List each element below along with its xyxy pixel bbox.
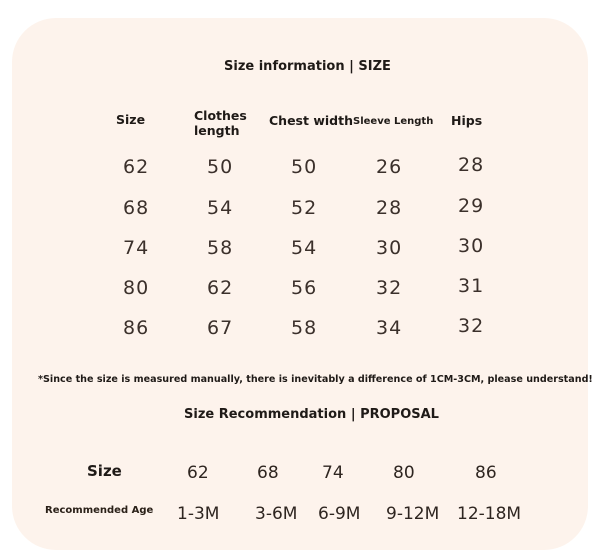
- rec-age-9-12m: 9-12M: [386, 504, 440, 524]
- row-3-sleeve: 30: [376, 237, 403, 259]
- row-2-size: 68: [123, 197, 150, 219]
- row-3-chest: 54: [291, 237, 318, 259]
- header-sleeve-length: Sleeve Length: [353, 116, 434, 127]
- row-2-hips: 29: [458, 195, 485, 217]
- rec-size-62: 62: [187, 463, 209, 483]
- rec-size-label: Size: [87, 462, 122, 480]
- header-hips: Hips: [451, 113, 483, 128]
- row-1-sleeve: 26: [376, 156, 403, 178]
- rec-size-86: 86: [475, 463, 497, 483]
- measurement-note: *Since the size is measured manually, there is inevitably a difference of 1CM-3CM, please understand!: [38, 374, 593, 385]
- row-5-size: 86: [123, 317, 150, 339]
- rec-age-6-9m: 6-9M: [318, 504, 361, 524]
- rec-age-label: Recommended Age: [45, 505, 154, 516]
- row-3-size: 74: [123, 237, 150, 259]
- recommendation-title: Size Recommendation | PROPOSAL: [184, 407, 439, 422]
- header-chest-width: Chest width: [269, 113, 353, 128]
- row-4-hips: 31: [458, 275, 485, 297]
- row-3-hips: 30: [458, 235, 485, 257]
- size-info-title: Size information | SIZE: [224, 59, 391, 74]
- header-clothes-length: [194, 108, 247, 138]
- row-1-hips: 28: [458, 154, 485, 176]
- row-5-hips: 32: [458, 315, 485, 337]
- header-clothes-line2: length: [194, 123, 240, 138]
- row-5-clothes: 67: [207, 317, 234, 339]
- row-2-clothes: 54: [207, 197, 234, 219]
- rec-age-1-3m: 1-3M: [177, 504, 220, 524]
- rec-age-3-6m: 3-6M: [255, 504, 298, 524]
- row-4-chest: 56: [291, 277, 318, 299]
- row-1-size: 62: [123, 156, 150, 178]
- row-1-chest: 50: [291, 156, 318, 178]
- rec-size-74: 74: [322, 463, 344, 483]
- header-size: Size: [116, 112, 146, 127]
- row-4-clothes: 62: [207, 277, 234, 299]
- rec-age-12-18m: 12-18M: [457, 504, 522, 524]
- row-2-chest: 52: [291, 197, 318, 219]
- header-clothes-line1: Clothes: [194, 108, 247, 123]
- row-5-chest: 58: [291, 317, 318, 339]
- row-4-sleeve: 32: [376, 277, 403, 299]
- row-5-sleeve: 34: [376, 317, 403, 339]
- row-4-size: 80: [123, 277, 150, 299]
- row-3-clothes: 58: [207, 237, 234, 259]
- row-2-sleeve: 28: [376, 197, 403, 219]
- row-1-clothes: 50: [207, 156, 234, 178]
- rec-size-80: 80: [393, 463, 415, 483]
- rec-size-68: 68: [257, 463, 279, 483]
